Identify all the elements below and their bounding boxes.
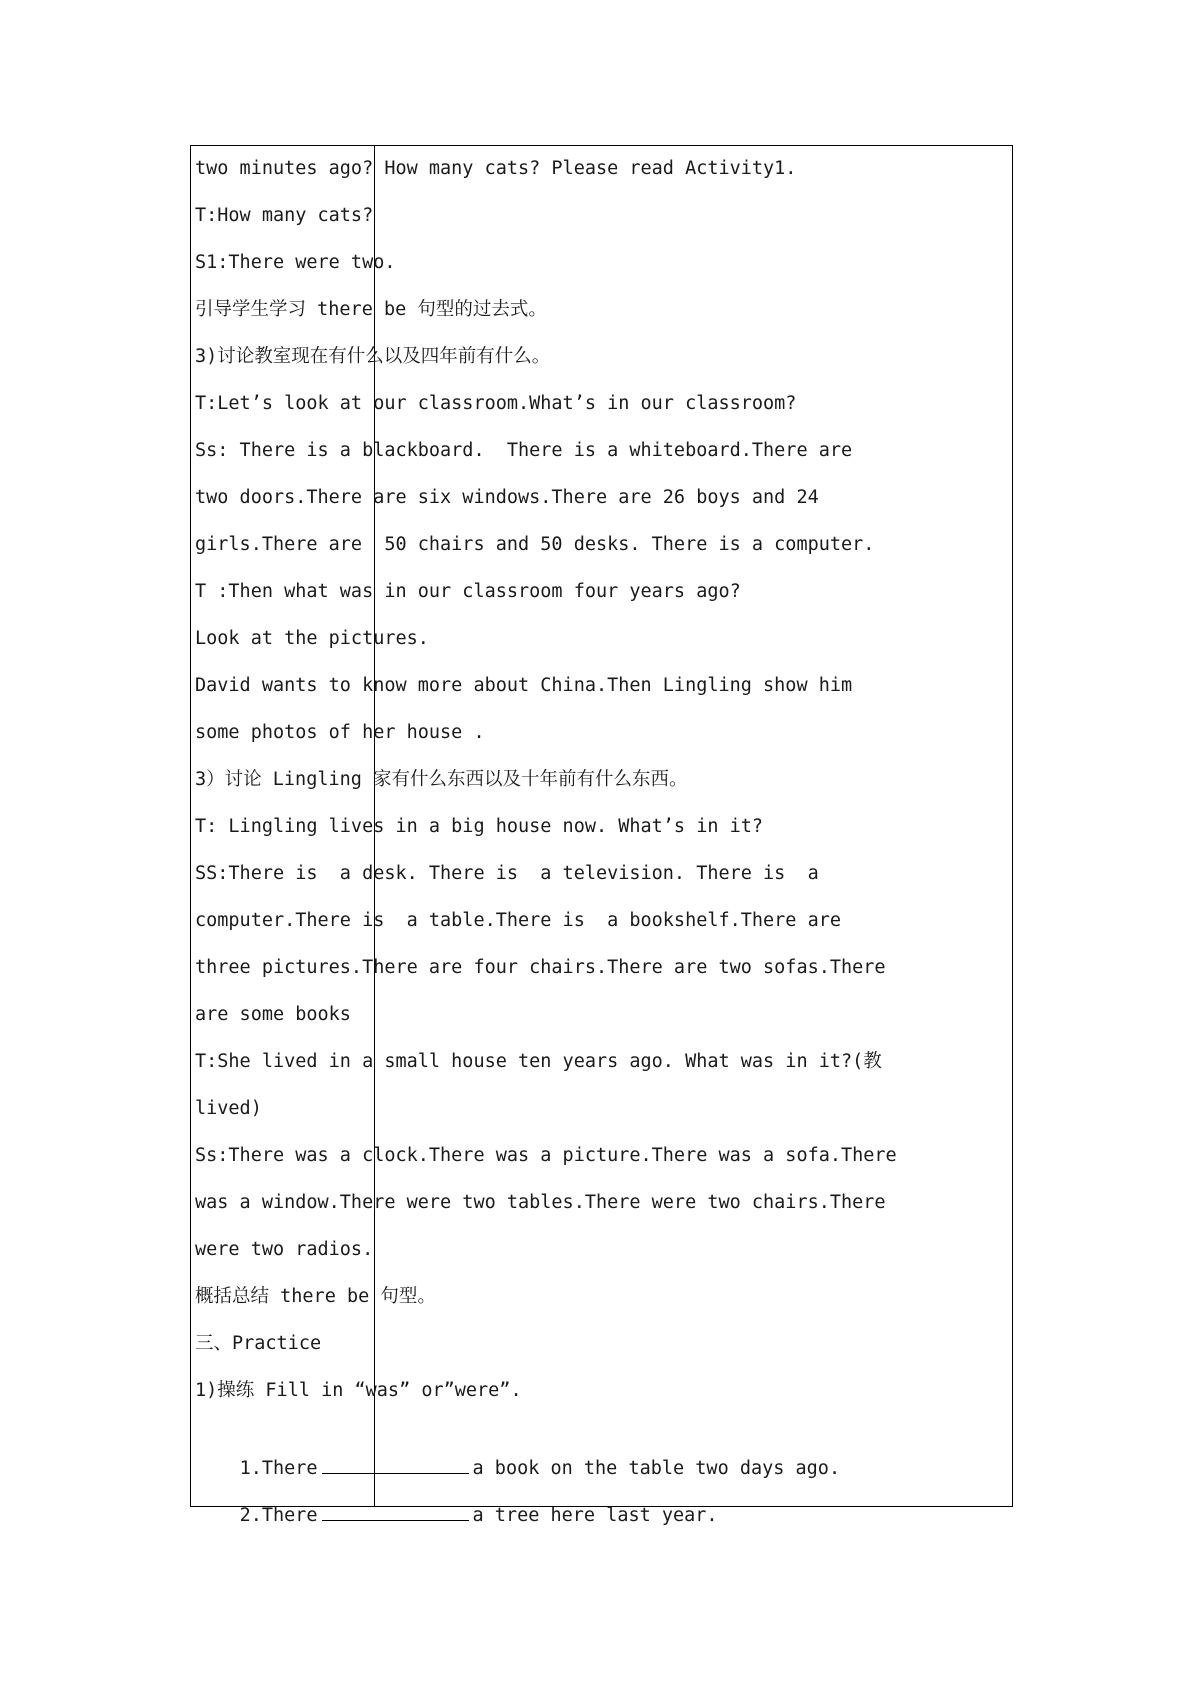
text-line: 3）讨论 Lingling 家有什么东西以及十年前有什么东西。 [195,769,688,790]
text-line: 三、Practice [195,1333,322,1354]
exercise-suffix: a book on the table two days ago. [472,1458,841,1479]
text-line: lived) [195,1098,262,1119]
exercise-line [195,1423,1183,1479]
text-line: SS:There is a desk. There is a television. There is a [195,863,819,884]
text-line: two minutes ago? How many cats? Please read Activity1. [195,158,797,179]
text-line: some photos of her house . [195,722,485,743]
text-line: 3)讨论教室现在有什么以及四年前有什么。 [195,346,551,367]
text-line: was a window.There were two tables.There were two chairs.There [195,1192,886,1213]
text-line: David wants to know more about China.Then Lingling show him [195,675,853,696]
answer-blank[interactable] [322,1500,469,1521]
text-line: T:Let’s look at our classroom.What’s in our classroom? [195,393,797,414]
text-line: three pictures.There are four chairs.There are two sofas.There [195,957,886,978]
text-line: Look at the pictures. [195,628,429,649]
text-line: T :Then what was in our classroom four years ago? [195,581,741,602]
text-line: computer.There is a table.There is a bookshelf.There are [195,910,842,931]
text-line: T: Lingling lives in a big house now. What’s in it? [195,816,764,837]
text-line: are some books [195,1004,351,1025]
exercise-prefix: 1.There [239,1458,318,1479]
exercise-prefix: 2.There [239,1505,318,1526]
text-line: 1)操练 Fill in “was” or”were”. [195,1380,522,1401]
text-line: Ss:There was a clock.There was a picture.There was a sofa.There [195,1145,897,1166]
text-line: 引导学生学习 there be 句型的过去式。 [195,299,547,320]
text-line: S1:There were two. [195,252,396,273]
text-line: Ss: There is a blackboard. There is a whiteboard.There are [195,440,853,461]
text-line: T:She lived in a small house ten years ago. What was in it?(教 [195,1051,882,1072]
text-line: T:How many cats? [195,205,374,226]
exercise-suffix: a tree here last year. [472,1505,718,1526]
text-line: two doors.There are six windows.There are 26 boys and 24 [195,487,819,508]
text-line: girls.There are 50 chairs and 50 desks. There is a computer. [195,534,875,555]
text-line: 概括总结 there be 句型。 [195,1286,436,1307]
text-line: were two radios. [195,1239,374,1260]
exercise-line [195,1470,1183,1526]
